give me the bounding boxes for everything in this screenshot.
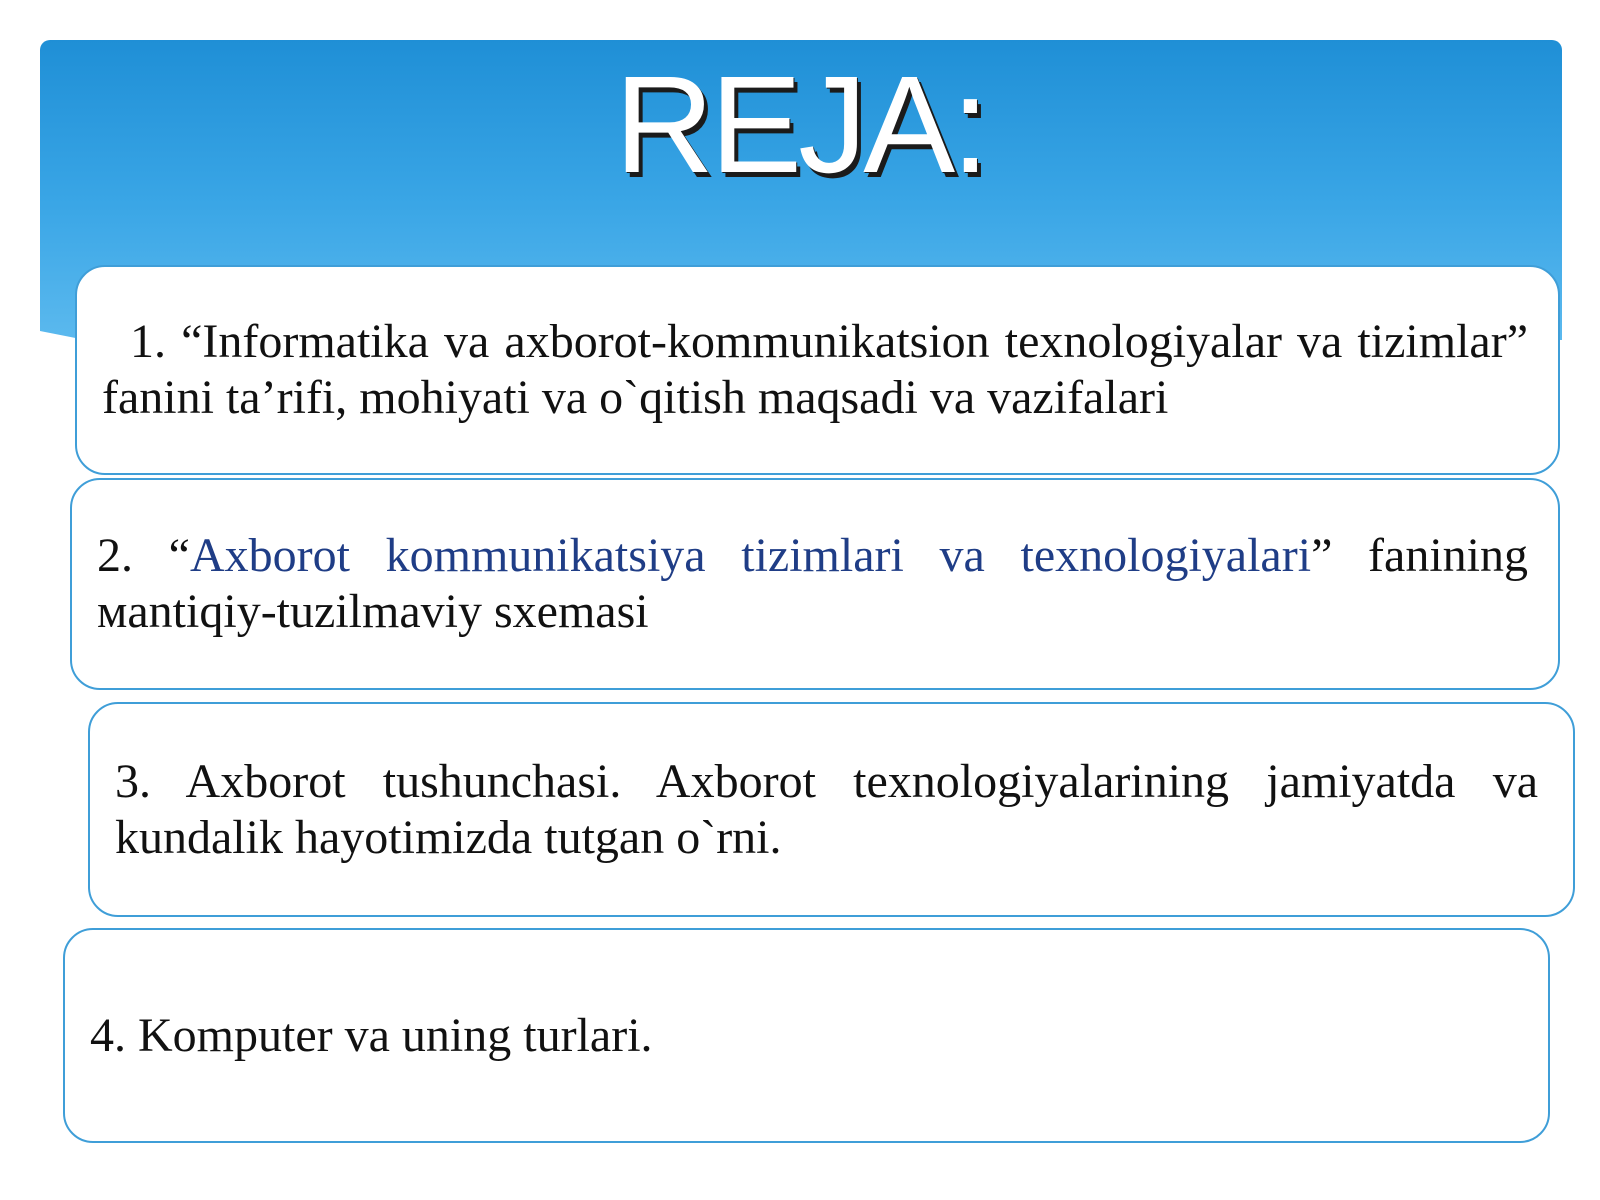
slide-title: REJA:	[614, 48, 986, 202]
plan-item-2-prefix: 2. “	[97, 529, 190, 582]
plan-item-3	[88, 702, 1575, 917]
plan-item-1-text: 1. “Informatika va axborot-kommunikatsion texnologiyalar va tizimlar” fanini ta’rifi, mohiyati va o`qitish maqsadi va vazifalari	[102, 315, 1528, 424]
plan-item-2-highlight: Axborot kommunikatsiya tizimlari va texnologiyalari	[189, 529, 1312, 582]
plan-item-2-suffix: ” fanining мantiqiy-tuzilmaviy sxemasi	[97, 529, 1528, 638]
plan-item-2	[70, 478, 1560, 690]
plan-item-4	[63, 928, 1550, 1143]
plan-item-2-text	[97, 528, 1528, 640]
plan-item-3-text: 3. Axborot tushunchasi. Axborot texnologiyalarining jamiyatda va kundalik hayotimizda tutgan o`rni.	[115, 754, 1538, 864]
plan-item-4-text: 4. Komputer va uning turlari.	[90, 1008, 653, 1062]
plan-item-1	[75, 265, 1560, 475]
